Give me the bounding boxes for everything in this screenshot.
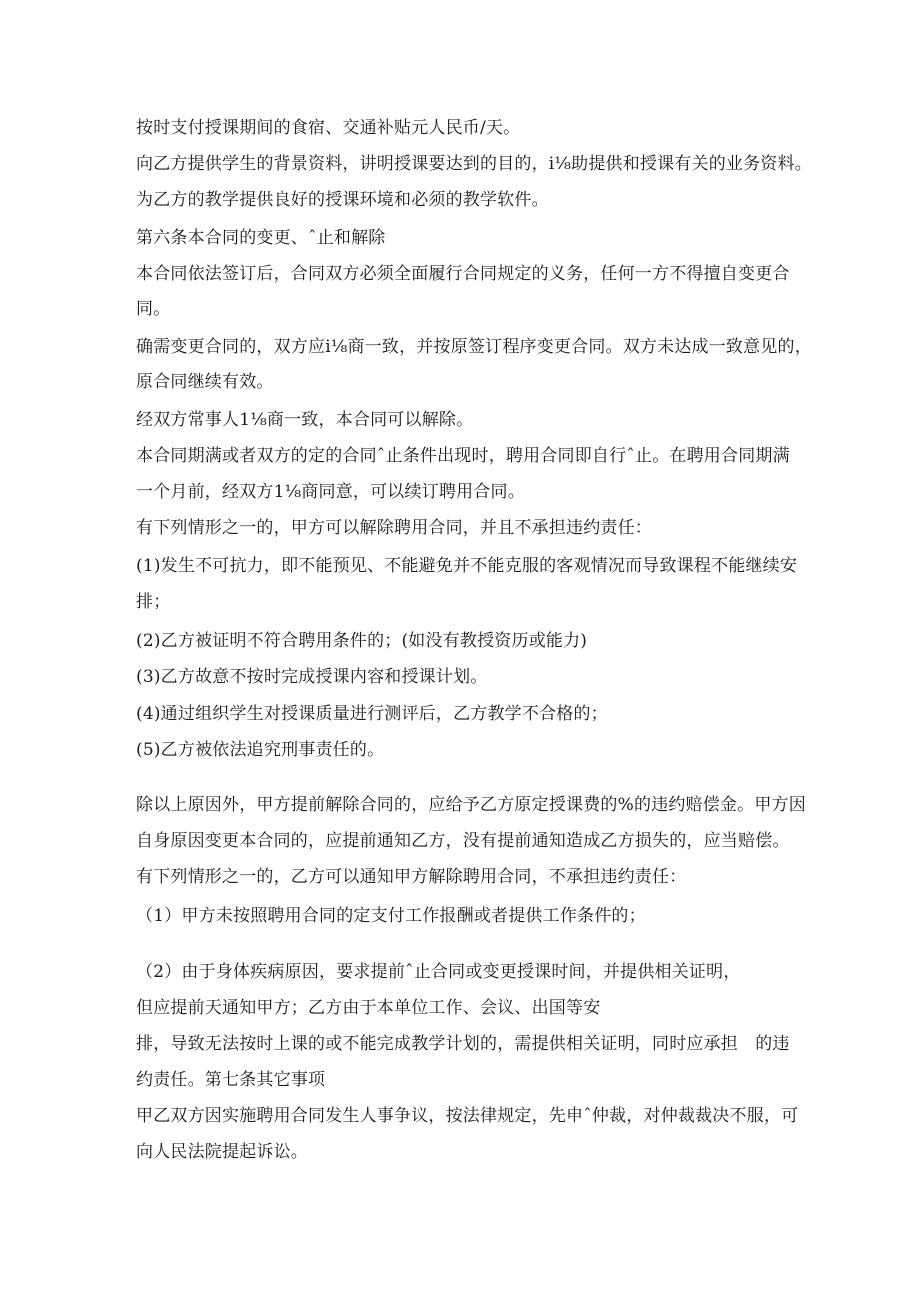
text-line: 但应提前天通知甲方；乙方由于本单位工作、会议、出国等安 [136,998,601,1018]
list-item: （2）由于身体疾病原因，要求提前ˆ止合同或变更授课时间，并提供相关证明， [136,962,741,982]
section-heading: 第六条本合同的变更、ˆ止和解除 [136,228,386,248]
text-line: 按时支付授课期间的食宿、交通补贴元人民币/天。 [136,118,521,138]
text-line: 有下列情形之一的，乙方可以通知甲方解除聘用合同，不承担违约责任： [136,867,687,887]
text-line: 原合同继续有效。 [136,372,274,392]
list-item: （1）甲方未按照聘用合同的定支付工作报酬或者提供工作条件的； [136,906,646,926]
text-line: 经双方常事人1⅛商一致，本合同可以解除。 [136,410,474,430]
list-item: 排； [136,592,171,612]
text-line: 有下列情形之一的，甲方可以解除聘用合同，并且不承担违约责任： [136,518,652,538]
text-line: 本合同期满或者双方的定的合同ˆ止条件出现时，聘用合同即自行ˆ止。在聘用合同期满 [136,446,790,466]
text-line: 自身原因变更本合同的，应提前通知乙方，没有提前通知造成乙方损失的，应当赔偿。 [136,831,790,851]
text-line: 甲乙双方因实施聘用合同发生人事争议，按法律规定，先申ˆ仲裁，对仲裁裁决不服，可 [136,1106,799,1126]
text-line: 除以上原因外，甲方提前解除合同的，应给予乙方原定授课费的%的违约赔偿金。甲方因 [136,795,806,815]
text-line: 约责任。第七条其它事项 [136,1070,326,1090]
list-item: (5)乙方被依法追究刑事责任的。 [136,740,385,760]
text-line: 一个月前，经双方1⅛商同意，可以续订聘用合同。 [136,482,525,502]
list-item: (4)通过组织学生对授课质量进行测评后，乙方教学不合格的； [136,704,608,724]
list-item: (2)乙方被证明不符合聘用条件的；(如没有教授资历或能力) [136,631,588,651]
list-item: (1)发生不可抗力，即不能预见、不能避免并不能克服的客观情况而导致课程不能继续安 [136,556,798,576]
text-line: 确需变更合同的，双方应i⅛商一致，并按原签订程序变更合同。双方未达成一致意见的， [136,337,812,357]
list-item: (3)乙方故意不按时完成授课内容和授课计划。 [136,667,488,687]
text-line: 排，导致无法按时上课的或不能完成教学计划的，需提供相关证明，同时应承担 的违 [136,1034,790,1054]
text-line: 本合同依法签订后，合同双方必须全面履行合同规定的义务，任何一方不得擅自变更合 [136,264,790,284]
text-line: 为乙方的教学提供良好的授课环境和必须的教学软件。 [136,190,549,210]
text-line: 向人民法院提起诉讼。 [136,1142,308,1162]
text-line: 向乙方提供学生的背景资料，讲明授课要达到的目的，i⅛助提供和授课有关的业务资料。 [136,154,812,174]
text-line: 同。 [136,299,171,319]
